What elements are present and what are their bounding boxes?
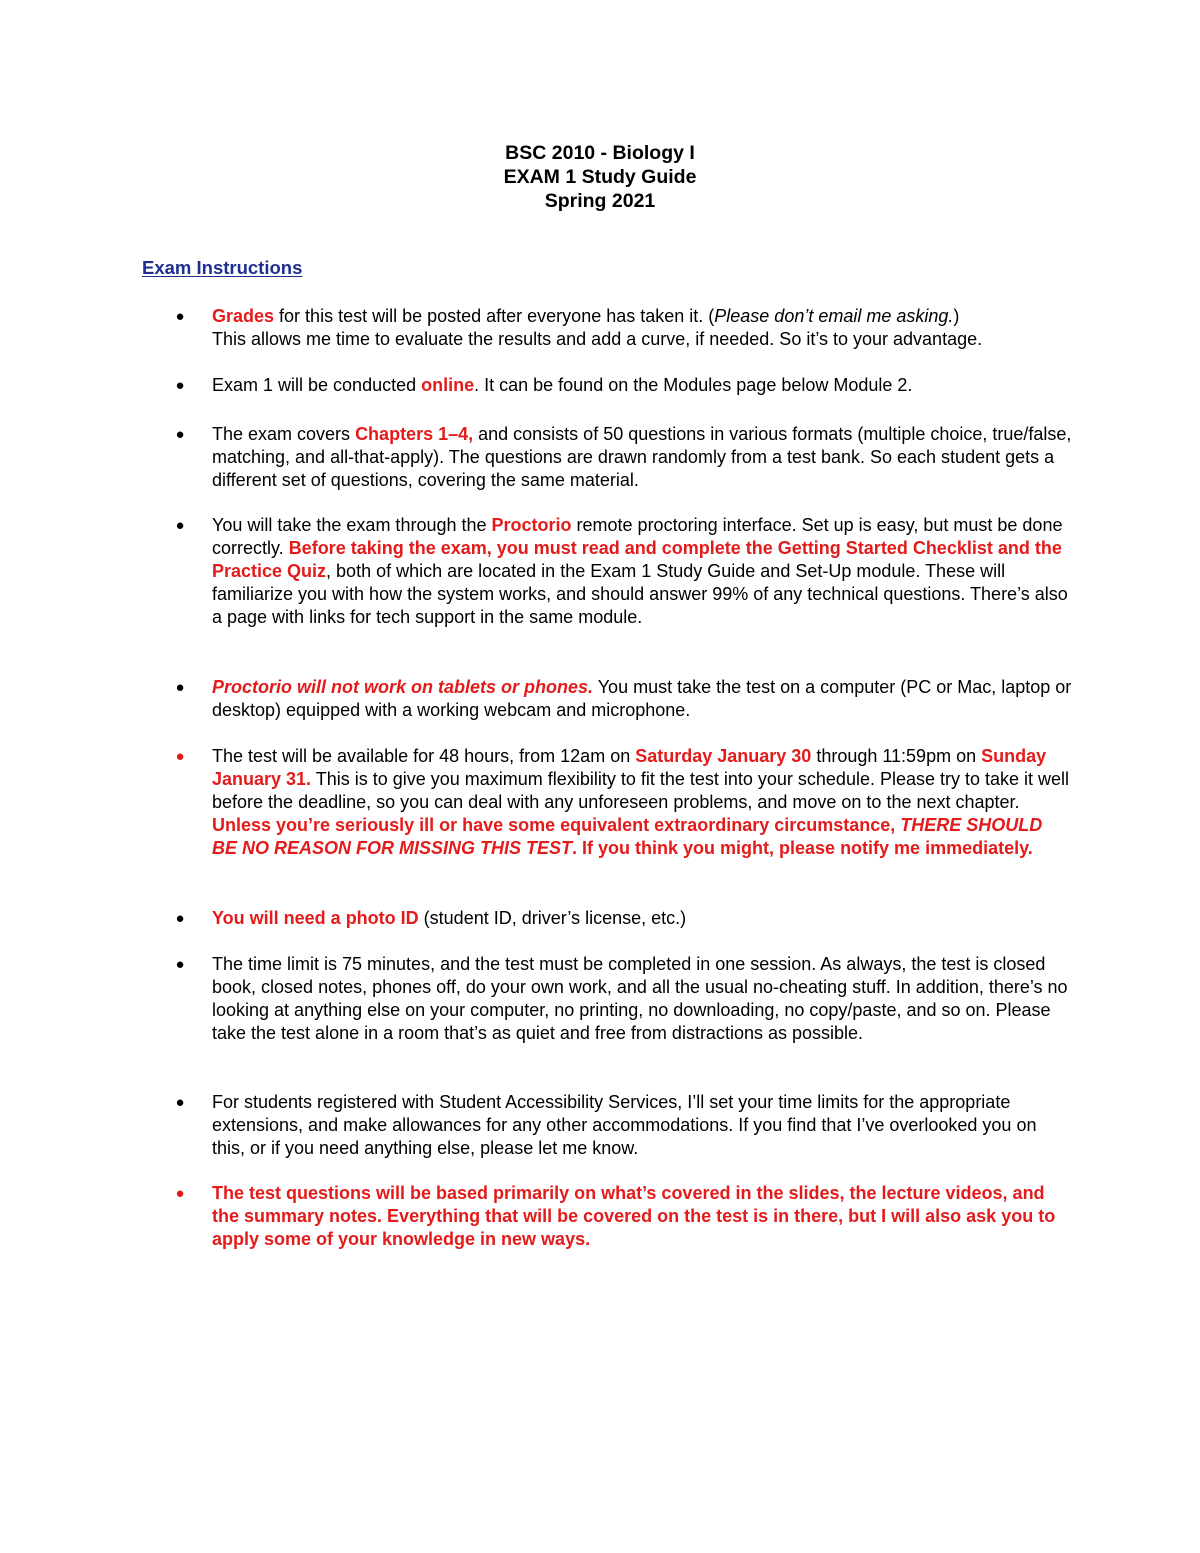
bullet-icon: ● (175, 1185, 185, 1202)
devices-warning: Proctorio will not work on tablets or phones. (212, 677, 594, 697)
bullet-icon: ● (175, 1094, 185, 1111)
document-title-block (0, 141, 1200, 213)
term-title: Spring 2021 (544, 190, 656, 212)
text-run: The exam covers (212, 424, 356, 444)
bullet-icon: ● (175, 377, 185, 394)
text-run: , both of which are located in the Exam 1 Study Guide and Set-Up module. These will familiarize you with how the system works, and should answer 99% of any technical questions. There’s also a page with links for tech support in the same module. (212, 561, 1068, 627)
text-run: . It can be found on the Modules page below Module 2. (474, 375, 913, 395)
bullet-icon: ● (175, 517, 185, 534)
start-date: Saturday January 30 (635, 746, 812, 766)
text-run: You will take the exam through the (212, 515, 492, 535)
bullet-icon: ● (175, 956, 185, 973)
list-item-photo-id (175, 907, 1072, 930)
text-run: The test will be available for 48 hours, from 12am on (212, 746, 636, 766)
exam-title: EXAM 1 Study Guide (503, 166, 697, 188)
text-run: This allows me time to evaluate the results and add a curve, if needed. So it’s to your advantage. (212, 329, 983, 349)
bullet-icon: ● (175, 426, 185, 443)
missing-test-warning: Unless you’re seriously ill or have some equivalent extraordinary circumstance, (212, 815, 901, 835)
italic-note: Please don’t email me asking. (714, 306, 954, 326)
text-run: This is to give you maximum flexibility to fit the test into your schedule. Please try to take it well before the deadline, so you can deal with any unforeseen problems, and move on to the next chapter. (212, 769, 1070, 812)
photo-id-label: You will need a photo ID (212, 908, 419, 928)
text-run: through 11:59pm on (811, 746, 982, 766)
list-item-proctorio (175, 514, 1072, 629)
course-title: BSC 2010 - Biology I (505, 142, 695, 164)
checklist-warning: Before taking the exam, you must read and complete the Getting Started Checklist and the Practice Quiz (212, 538, 1062, 581)
grades-label: Grades (212, 306, 275, 326)
text-run: remote proctoring interface. Set up is easy, but must be done correctly. (212, 515, 1063, 558)
test-questions-note: The test questions will be based primarily on what’s covered in the slides, the lecture videos, and the summary notes. Everything that will be covered on the test is in there, but I will also ask you to apply some of your knowledge in new ways. (212, 1183, 1056, 1249)
text-run: ) (953, 306, 960, 326)
text-run: Exam 1 will be conducted (212, 375, 422, 395)
notify-warning: . If you think you might, please notify me immediately. (572, 838, 1033, 858)
list-item-test-questions (175, 1182, 1072, 1251)
list-item-accessibility (175, 1091, 1072, 1160)
proctorio-label: Proctorio (491, 515, 572, 535)
bullet-icon: ● (175, 679, 185, 696)
list-item-grades (175, 305, 1072, 351)
list-item-chapters (175, 423, 1072, 492)
end-date: Sunday January 31. (212, 746, 1047, 789)
text-run: You must take the test on a computer (PC or Mac, laptop or desktop) equipped with a working webcam and microphone. (212, 677, 1072, 720)
chapters-label: Chapters 1–4, (355, 424, 474, 444)
text-run: (student ID, driver’s license, etc.) (418, 908, 687, 928)
bullet-icon: ● (175, 748, 185, 765)
online-label: online (421, 375, 475, 395)
list-item-devices (175, 676, 1072, 722)
section-heading-exam-instructions: Exam Instructions (142, 257, 303, 278)
text-run: For students registered with Student Accessibility Services, I’ll set your time limits for the appropriate extensions, and make allowances for any other accommodations. If you find that I’ve overlooked you on this, or if you need anything else, please let me know. (212, 1092, 1037, 1158)
bullet-icon: ● (175, 910, 185, 927)
bullet-icon: ● (175, 308, 185, 325)
list-item-online (175, 374, 1072, 397)
text-run: The time limit is 75 minutes, and the test must be completed in one session. As always, the test is closed book, closed notes, phones off, do your own work, and all the usual no-cheating stuff. In addition, there’s no looking at anything else on your computer, no printing, no downloading, no copy/paste, and so on. Please take the test alone in a room that’s as quiet and free from distractions as possible. (212, 954, 1068, 1043)
missing-test-caps: THERE SHOULD BE NO REASON FOR MISSING THIS TEST (212, 815, 1043, 858)
text-run: for this test will be posted after everyone has taken it. ( (274, 306, 715, 326)
text-run: and consists of 50 questions in various formats (multiple choice, true/false, matching, and all-that-apply). The questions are drawn randomly from a test bank. So each student gets a different set of questions, covering the same material. (212, 424, 1072, 490)
list-item-time-limit (175, 953, 1072, 1045)
list-item-availability (175, 745, 1072, 860)
